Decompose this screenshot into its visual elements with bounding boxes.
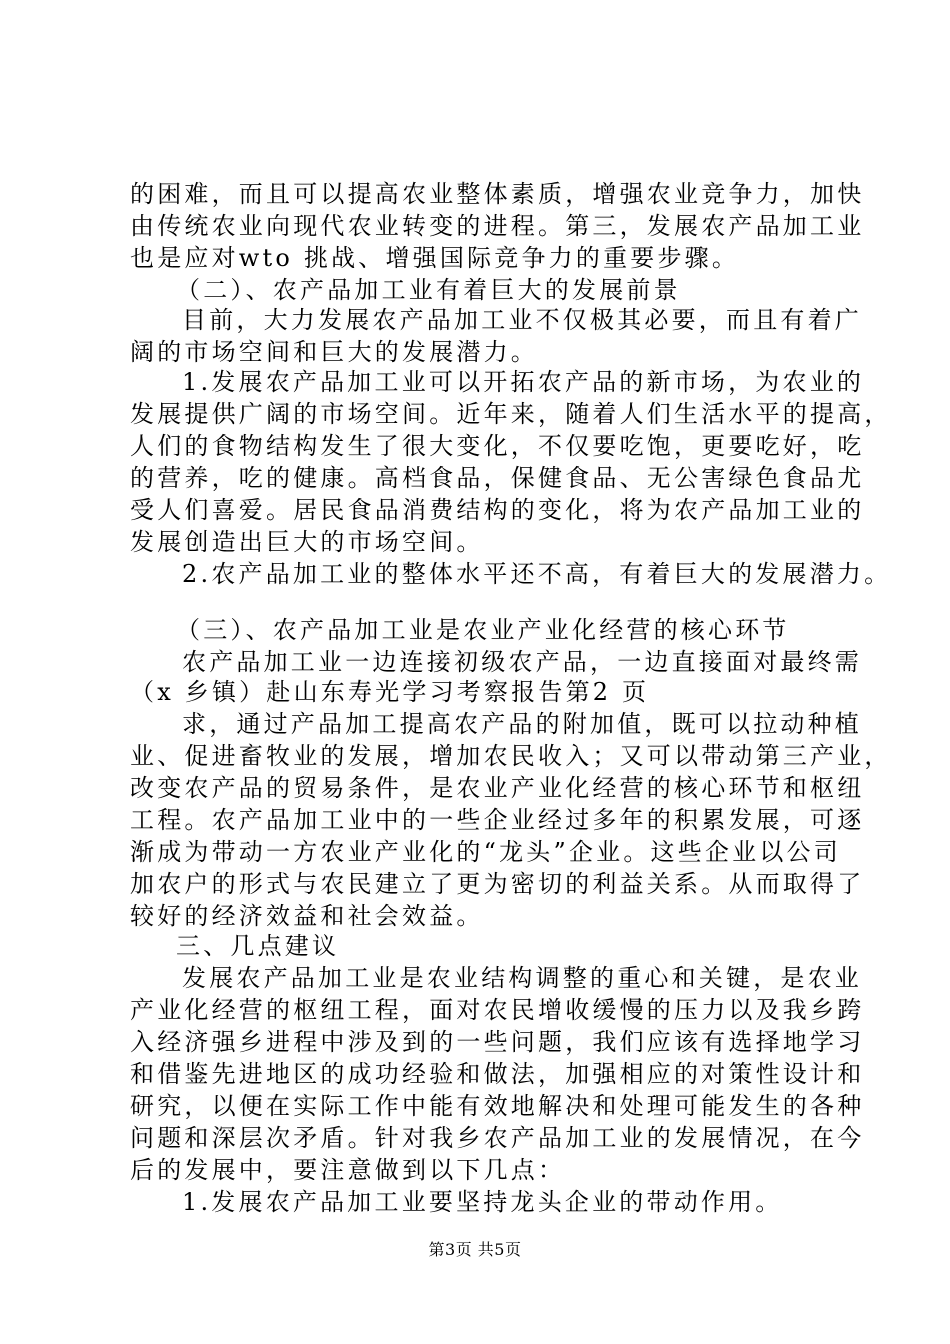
section-heading: 三、几点建议	[176, 932, 340, 960]
paragraph-line: 后的发展中，要注意做到以下几点：	[130, 1156, 566, 1184]
paragraph-line: 加农户的形式与农民建立了更为密切的利益关系。从而取得了	[130, 870, 865, 898]
page-number-footer: 第3页 共5页	[428, 1240, 522, 1259]
paragraph-line: 研究，以便在实际工作中能有效地解决和处理可能发生的各种	[130, 1092, 865, 1120]
paragraph-line: 的困难，而且可以提高农业整体素质，增强农业竞争力，加快	[130, 180, 865, 208]
paragraph-line: 渐成为带动一方农业产业化的“龙头”企业。这些企业以公司	[130, 838, 841, 866]
paragraph-line: 受人们喜爱。居民食品消费结构的变化，将为农产品加工业的	[130, 496, 865, 524]
paragraph-line: 求，通过产品加工提高农产品的附加值，既可以拉动种植	[182, 710, 862, 738]
paragraph-line: 目前，大力发展农产品加工业不仅极其必要，而且有着广	[182, 306, 862, 334]
paragraph-line: 人们的食物结构发生了很大变化，不仅要吃饱，更要吃好，吃	[130, 432, 865, 460]
paragraph-line: 发展提供广阔的市场空间。近年来，随着人们生活水平的提高，	[130, 400, 892, 428]
paragraph-line: 1.发展农产品加工业要坚持龙头企业的带动作用。	[182, 1188, 783, 1216]
paragraph-line: 农产品加工业一边连接初级农产品，一边直接面对最终需	[182, 648, 862, 676]
paragraph-line: 较好的经济效益和社会效益。	[130, 902, 484, 930]
paragraph-line: 产业化经营的枢纽工程，面对农民增收缓慢的压力以及我乡跨	[130, 996, 865, 1024]
paragraph-line: 改变农产品的贸易条件，是农业产业化经营的核心环节和枢纽	[130, 774, 865, 802]
paragraph-line: 工程。农产品加工业中的一些企业经过多年的积累发展，可逐	[130, 806, 865, 834]
paragraph-line: 发展创造出巨大的市场空间。	[130, 528, 484, 556]
section-heading: （三）、农产品加工业是农业产业化经营的核心环节	[176, 616, 790, 644]
paragraph-line: 问题和深层次矛盾。针对我乡农产品加工业的发展情况，在今	[130, 1124, 865, 1152]
paragraph-line: 入经济强乡进程中涉及到的一些问题，我们应该有选择地学习	[130, 1028, 865, 1056]
paragraph-line: 也是应对wto 挑战、增强国际竞争力的重要步骤。	[130, 244, 740, 272]
page-header-note: （x 乡镇）赴山东寿光学习考察报告第2 页	[130, 678, 650, 706]
paragraph-line: 发展农产品加工业是农业结构调整的重心和关键，是农业	[182, 964, 862, 992]
paragraph-line: 1.发展农产品加工业可以开拓农产品的新市场，为农业的	[182, 368, 865, 396]
paragraph-line: 业、促进畜牧业的发展，增加农民收入；又可以带动第三产业，	[130, 742, 892, 770]
paragraph-line: 由传统农业向现代农业转变的进程。第三，发展农产品加工业	[130, 212, 865, 240]
paragraph-line: 的营养，吃的健康。高档食品，保健食品、无公害绿色食品尤	[130, 464, 865, 492]
paragraph-line: 和借鉴先进地区的成功经验和做法，加强相应的对策性设计和	[130, 1060, 865, 1088]
section-heading: （二）、农产品加工业有着巨大的发展前景	[176, 276, 681, 304]
paragraph-line: 2.农产品加工业的整体水平还不高，有着巨大的发展潜力。	[182, 560, 892, 588]
paragraph-line: 阔的市场空间和巨大的发展潜力。	[130, 338, 538, 366]
